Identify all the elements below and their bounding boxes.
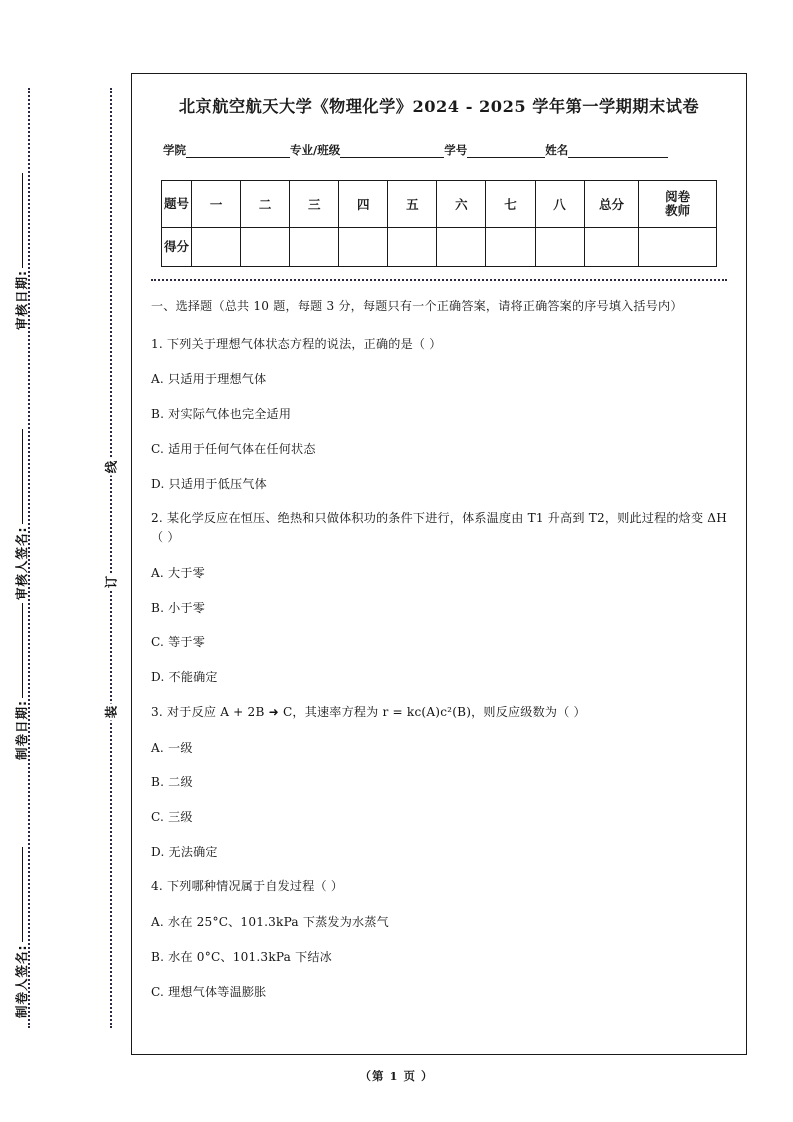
- question-3-option-c[interactable]: C. 三级: [151, 809, 193, 824]
- question-2-option-d[interactable]: D. 不能确定: [151, 670, 218, 685]
- field-college-label: 学院: [163, 142, 186, 157]
- col-header-2: 二: [241, 180, 290, 227]
- question-3-option-d[interactable]: D. 无法确定: [151, 844, 218, 859]
- page-footer: （第 1 页 ）: [359, 1069, 434, 1083]
- col-header-3: 三: [290, 180, 339, 227]
- margin-rule: [22, 603, 23, 698]
- col-header-grading-teacher: 阅卷 教师: [639, 180, 717, 227]
- col-header-5: 五: [388, 180, 437, 227]
- question-2-option-a[interactable]: A. 大于零: [151, 565, 205, 580]
- question-stem-4: 4. 下列哪种情况属于自发过程（ ）: [151, 879, 344, 894]
- field-student-id-input[interactable]: [467, 145, 545, 158]
- margin-rule: [22, 848, 23, 943]
- col-header-4: 四: [339, 180, 388, 227]
- score-cell-1[interactable]: [192, 227, 241, 266]
- question-3-option-b[interactable]: B. 二级: [151, 775, 193, 790]
- score-table: [161, 180, 717, 267]
- question-4-option-a[interactable]: A. 水在 25°C、101.3kPa 下蒸发为水蒸气: [151, 915, 389, 930]
- field-college: [163, 142, 290, 158]
- question-1-option-c[interactable]: C. 适用于任何气体在任何状态: [151, 441, 316, 456]
- score-cell-5[interactable]: [388, 227, 437, 266]
- col-header-1: 一: [192, 180, 241, 227]
- field-student-id: [444, 142, 545, 158]
- section-heading: 一、选择题（总共 10 题，每题 3 分，每题只有一个正确答案，请将正确答案的序号填入括号内）: [151, 298, 683, 313]
- col-header-8: 八: [535, 180, 584, 227]
- margin-rule: [22, 173, 23, 268]
- field-major-class-label: 专业/班级: [290, 142, 341, 157]
- question-4-option-c[interactable]: C. 理想气体等温膨胀: [151, 984, 267, 999]
- question-1-option-d[interactable]: D. 只适用于低压气体: [151, 476, 267, 491]
- score-cell-6[interactable]: [437, 227, 486, 266]
- question-2-option-b[interactable]: B. 小于零: [151, 600, 206, 615]
- field-college-input[interactable]: [186, 145, 290, 158]
- table-row-scores: [162, 227, 717, 266]
- field-student-id-label: 学号: [444, 142, 468, 157]
- question-4-option-b[interactable]: B. 水在 0°C、101.3kPa 下结冰: [151, 949, 332, 964]
- inner-dotted-line: [110, 88, 112, 1028]
- field-name: [545, 142, 668, 158]
- student-info-line: [149, 142, 729, 158]
- field-name-input[interactable]: [568, 145, 668, 158]
- score-cell-3[interactable]: [290, 227, 339, 266]
- row-header-score: 得分: [162, 227, 192, 266]
- question-stem-3: 3. 对于反应 A + 2B ➜ C，其速率方程为 r = kc(A)c²(B)，则反应级数为（ ）: [151, 704, 586, 719]
- col-header-total: 总分: [584, 180, 639, 227]
- score-cell-teacher[interactable]: [639, 227, 717, 266]
- field-major-class: [290, 142, 444, 158]
- score-cell-2[interactable]: [241, 227, 290, 266]
- score-cell-total[interactable]: [584, 227, 639, 266]
- score-cell-7[interactable]: [486, 227, 535, 266]
- left-margin-annotations: [0, 0, 130, 1122]
- page-title: 北京航空航天大学《物理化学》2024 - 2025 学年第一学期期末试卷: [178, 97, 700, 116]
- seal-char-bind: 订: [99, 574, 123, 591]
- question-stem-1: 1. 下列关于理想气体状态方程的说法，正确的是（ ）: [151, 336, 442, 351]
- question-stem-2: 2. 某化学反应在恒压、绝热和只做体积功的条件下进行，体系温度由 T1 升高到 T2，则此过程的焓变 ΔH（ ）: [151, 511, 727, 545]
- field-major-class-input[interactable]: [340, 145, 444, 158]
- col-header-7: 七: [486, 180, 535, 227]
- margin-label-review-date: 审核日期:: [12, 30, 30, 330]
- question-1-option-a[interactable]: A. 只适用于理想气体: [151, 372, 267, 387]
- margin-label-author-signature: 制卷人签名:: [12, 718, 30, 1018]
- question-1-option-b[interactable]: B. 对实际气体也完全适用: [151, 407, 292, 422]
- field-name-label: 姓名: [545, 142, 569, 157]
- score-cell-4[interactable]: [339, 227, 388, 266]
- questions-body: [151, 297, 727, 1001]
- margin-label-reviewer-signature: 审核人签名:: [12, 300, 30, 600]
- margin-label-paper-date: 制卷日期:: [12, 460, 30, 760]
- score-cell-8[interactable]: [535, 227, 584, 266]
- exam-paper-sheet: [131, 73, 747, 1055]
- col-header-6: 六: [437, 180, 486, 227]
- question-3-option-a[interactable]: A. 一级: [151, 740, 193, 755]
- section-divider: [151, 279, 727, 281]
- question-2-option-c[interactable]: C. 等于零: [151, 635, 205, 650]
- table-row-question-numbers: [162, 180, 717, 227]
- seal-char-line: 线: [99, 459, 123, 476]
- row-header-question-no: 题号: [162, 180, 192, 227]
- seal-char-pack: 装: [99, 704, 123, 721]
